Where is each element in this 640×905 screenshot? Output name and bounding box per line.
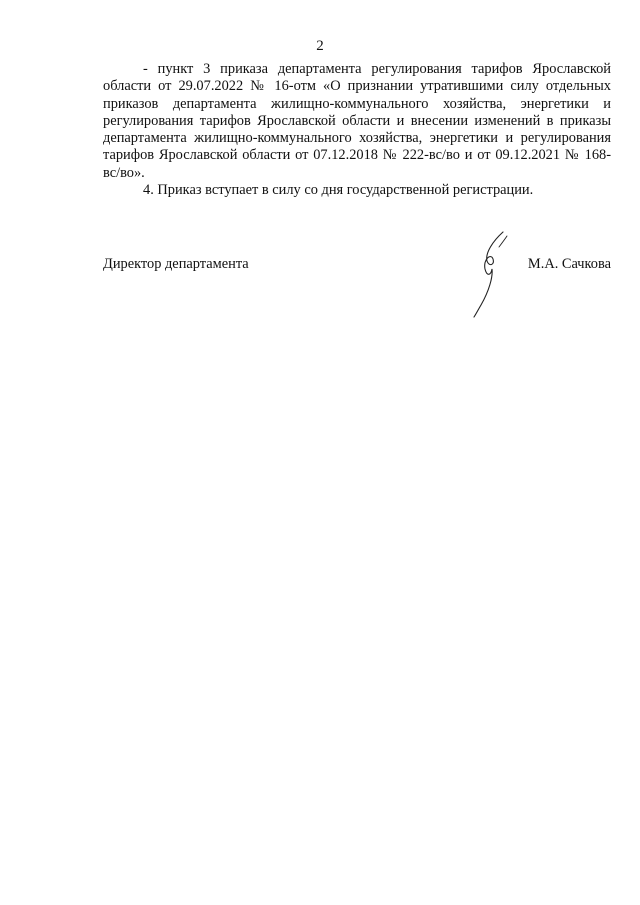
paragraph-repealed-item: - пункт 3 приказа департамента регулирования тарифов Ярославской области от 29.07.2022 № 16-отм «О признании утратившими силу отдельных приказов департамента жилищно-коммунального хозяйства, энергетики и регулирования тарифов Ярославской области и внесении изменений в приказы департамента жилищно-коммунального хозяйства, энергетики и регулирования тарифов Ярославской области от 07.12.2018 № 222-вс/во и от 09.12.2021 № 168-вс/во». — [103, 61, 611, 181]
paragraph-effective-date: 4. Приказ вступает в силу со дня государственной регистрации. — [143, 182, 534, 199]
page-number: 2 — [316, 38, 324, 54]
signature-block — [103, 251, 611, 321]
signer-title: Директор департамента — [103, 256, 249, 272]
handwritten-signature — [471, 229, 521, 319]
document-body — [103, 61, 611, 199]
signer-name: М.А. Сачкова — [527, 256, 611, 272]
